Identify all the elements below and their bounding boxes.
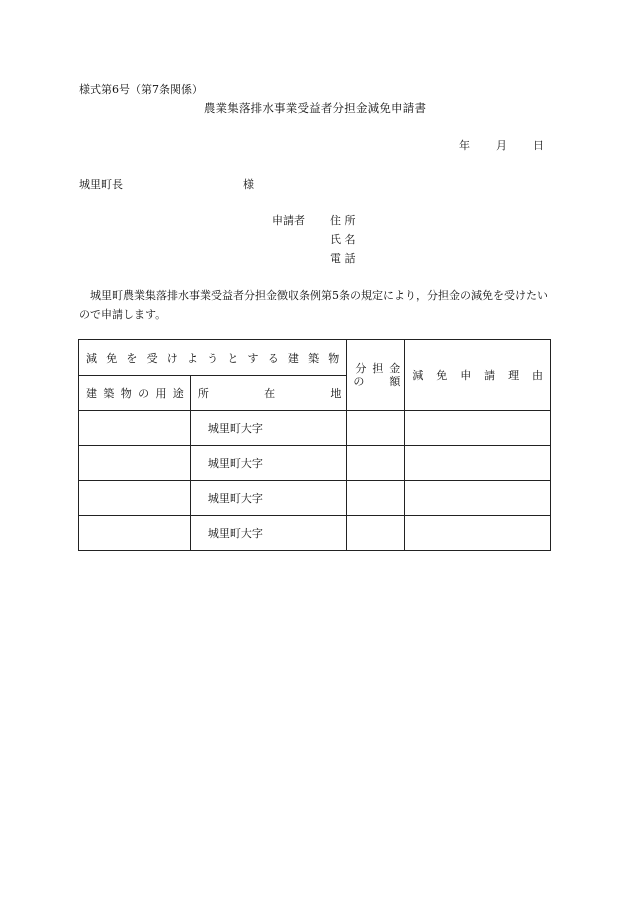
header-use xyxy=(79,385,190,401)
applicant-phone-field[interactable]: 電 話 xyxy=(330,252,356,265)
header-amount-line2 xyxy=(351,375,400,388)
use-cell[interactable] xyxy=(79,516,191,551)
amount-cell[interactable] xyxy=(347,446,405,481)
header-char: け xyxy=(166,351,178,365)
header-char: 免 xyxy=(436,369,448,382)
header-char: 免 xyxy=(106,351,118,365)
header-char: す xyxy=(247,351,259,365)
date-year-label[interactable]: 年 xyxy=(459,139,470,152)
amount-cell[interactable] xyxy=(347,516,405,551)
use-cell[interactable] xyxy=(79,411,191,446)
header-char: を xyxy=(126,351,138,365)
header-char: 額 xyxy=(389,375,401,388)
header-char: る xyxy=(267,351,279,365)
header-building xyxy=(79,350,346,366)
reason-cell[interactable] xyxy=(405,481,551,516)
location-cell[interactable] xyxy=(190,516,347,551)
addressee-honorific: 様 xyxy=(243,178,254,191)
header-char: 途 xyxy=(172,387,184,400)
reason-cell[interactable] xyxy=(405,411,551,446)
header-location-cell xyxy=(190,376,347,411)
date-day-label[interactable]: 日 xyxy=(533,139,544,152)
header-reason-cell xyxy=(405,340,551,411)
header-char: 建 xyxy=(287,351,299,365)
table-row xyxy=(79,516,551,551)
applicant-name-field[interactable]: 氏 名 xyxy=(330,233,356,246)
amount-cell[interactable] xyxy=(347,481,405,516)
location-cell[interactable] xyxy=(190,446,347,481)
location-cell[interactable] xyxy=(190,411,347,446)
header-char: 減 xyxy=(86,351,97,365)
header-char: 築 xyxy=(103,387,115,400)
header-char: 築 xyxy=(308,351,320,365)
date-line xyxy=(459,137,544,153)
header-char: う xyxy=(207,351,219,365)
location-prefix: 城里町大字 xyxy=(207,422,263,435)
table-row xyxy=(79,411,551,446)
header-char: 由 xyxy=(532,369,543,382)
table-row xyxy=(79,446,551,481)
addressee-name: 城里町長 xyxy=(79,178,123,191)
header-char: 物 xyxy=(120,387,132,400)
reason-cell[interactable] xyxy=(405,446,551,481)
header-use-cell xyxy=(79,376,191,411)
header-char: 理 xyxy=(508,369,520,382)
header-building-cell xyxy=(79,340,347,376)
header-reason xyxy=(405,367,550,383)
header-amount-cell xyxy=(347,340,405,411)
header-char: 建 xyxy=(86,387,97,400)
header-char: の xyxy=(138,387,150,400)
header-char: 減 xyxy=(412,369,424,382)
document-title: 農業集落排水事業受益者分担金減免申請書 xyxy=(203,101,427,115)
header-char: 地 xyxy=(330,387,342,400)
header-char: と xyxy=(227,351,239,365)
location-prefix: 城里町大字 xyxy=(207,492,263,505)
exemption-table xyxy=(78,339,551,551)
amount-cell[interactable] xyxy=(347,411,405,446)
header-char: 申 xyxy=(460,369,472,382)
header-char: 用 xyxy=(155,387,167,400)
location-prefix: 城里町大字 xyxy=(207,457,263,470)
header-char: 物 xyxy=(328,351,340,365)
location-prefix: 城里町大字 xyxy=(207,527,263,540)
reason-cell[interactable] xyxy=(405,516,551,551)
header-char: 分 xyxy=(355,362,367,375)
applicant-address-field[interactable]: 住 所 xyxy=(330,214,356,227)
header-char: 請 xyxy=(484,369,496,382)
request-statement: 城里町農業集落排水事業受益者分担金徴収条例第5条の規定により，分担金の減免を受けたいので申請します。 xyxy=(79,289,548,321)
header-char: 受 xyxy=(146,351,158,365)
use-cell[interactable] xyxy=(79,446,191,481)
applicant-label: 申請者 xyxy=(272,214,305,227)
header-char: 金 xyxy=(389,362,401,375)
header-amount-line1 xyxy=(351,362,400,375)
location-cell[interactable] xyxy=(190,481,347,516)
date-month-label[interactable]: 月 xyxy=(496,139,507,152)
header-location xyxy=(191,385,347,401)
header-char: 担 xyxy=(372,362,384,375)
header-char: よ xyxy=(186,351,198,365)
header-char: の xyxy=(353,375,365,388)
table-row xyxy=(79,481,551,516)
form-number: 様式第6号（第7条関係） xyxy=(79,83,203,96)
use-cell[interactable] xyxy=(79,481,191,516)
header-char: 所 xyxy=(197,387,209,400)
header-char: 在 xyxy=(264,387,276,400)
